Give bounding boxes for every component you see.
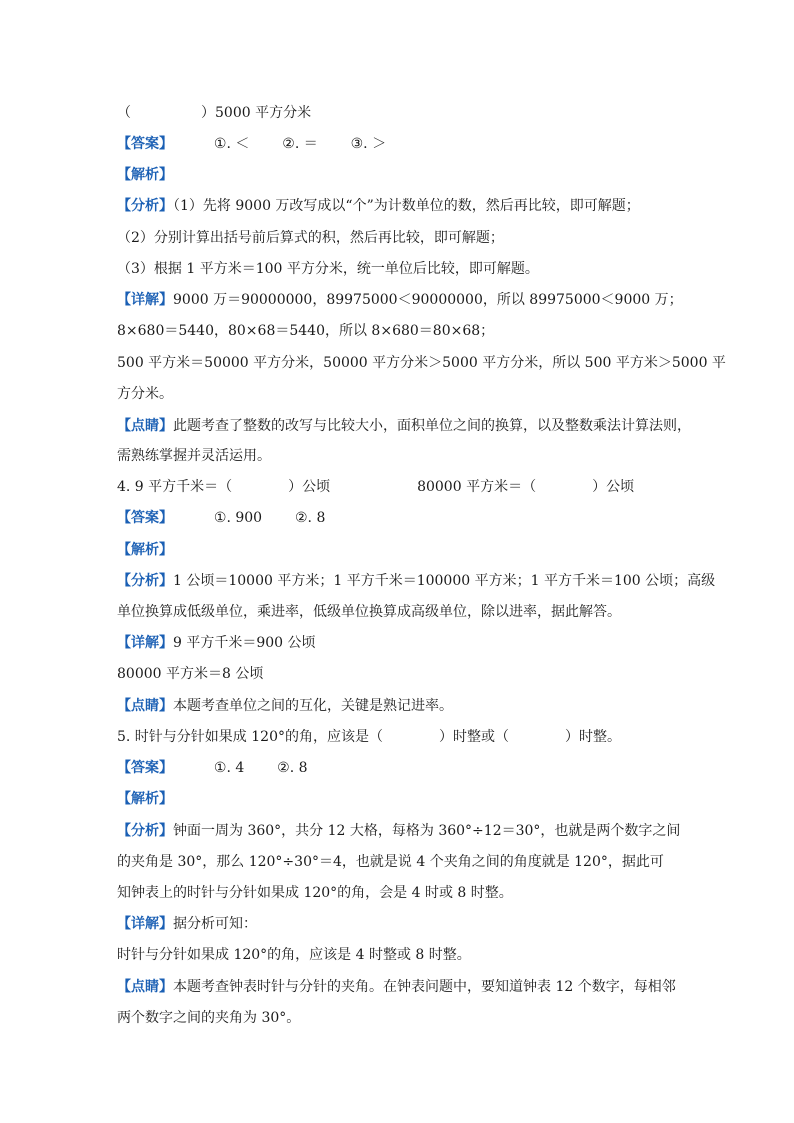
explanation-label: 【分析】 xyxy=(117,573,173,589)
question-blank-line xyxy=(117,103,677,123)
analysis-heading xyxy=(117,165,677,185)
line-text: 两个数字之间的夹角为 30°。 xyxy=(117,1010,301,1026)
answer-item: ③. ＞ xyxy=(350,136,387,152)
comment-line xyxy=(117,416,691,436)
analysis-label: 【解析】 xyxy=(117,542,173,558)
comment-label: 【点睛】 xyxy=(117,698,173,714)
line-text: （3）根据 1 平方米＝100 平方分米，统一单位后比较，即可解题。 xyxy=(117,261,539,277)
line-text: （1）先将 9000 万改写成以“个”为计数单位的数，然后再比较，即可解题； xyxy=(173,198,640,214)
analysis-label: 【解析】 xyxy=(117,791,173,807)
detail-line xyxy=(117,290,683,310)
line-text: 本题考查钟表时针与分针的夹角。在钟表问题中，要知道钟表 12 个数字，每相邻 xyxy=(173,979,676,995)
text-line xyxy=(117,1008,677,1028)
answer-item: ②. ＝ xyxy=(282,136,318,152)
detail-line xyxy=(117,914,677,934)
line-text: 钟面一周为 360°，共分 12 大格，每格为 360°÷12＝30°，也就是两个数字之间 xyxy=(173,823,681,839)
line-text: 9 平方千米＝900 公顷 xyxy=(173,635,316,651)
line-text: （ ）5000 平方分米 xyxy=(117,105,312,121)
text-line xyxy=(117,446,677,466)
line-text: 此题考查了整数的改写与比较大小，面积单位之间的换算，以及整数乘法计算法则， xyxy=(173,418,691,434)
line-text: 时针与分针如果成 120°的角，应该是 4 时整或 8 时整。 xyxy=(117,947,471,963)
answer-item: ②. 8 xyxy=(295,510,326,526)
text-line xyxy=(117,602,677,622)
line-text: 80000 平方米＝8 公顷 xyxy=(117,666,264,682)
answer-item: ①. 4 xyxy=(213,760,245,776)
line-text: 9000 万＝90000000，89975000＜90000000，所以 89975000＜9000 万； xyxy=(173,292,683,308)
line-text: 需熟练掌握并灵活运用。 xyxy=(117,448,271,464)
answer-label: 【答案】 xyxy=(117,136,173,152)
text-line xyxy=(117,384,677,404)
line-text: 单位换算成低级单位，乘进率，低级单位换算成高级单位，除以进率，据此解答。 xyxy=(117,604,621,620)
text-line xyxy=(117,945,677,965)
answer-line xyxy=(117,508,677,528)
answer-label: 【答案】 xyxy=(117,510,173,526)
line-text: 据分析可知： xyxy=(173,916,257,932)
detail-label: 【详解】 xyxy=(117,916,173,932)
comment-line xyxy=(117,977,677,997)
explanation-line xyxy=(117,196,677,216)
analysis-label: 【解析】 xyxy=(117,167,173,183)
analysis-heading xyxy=(117,789,677,809)
answer-line xyxy=(117,134,677,154)
line-text: 500 平方米＝50000 平方分米，50000 平方分米＞5000 平方分米，所以 500 平方米＞5000 平 xyxy=(117,355,726,371)
comment-label: 【点睛】 xyxy=(117,418,173,434)
detail-label: 【详解】 xyxy=(117,635,173,651)
comment-label: 【点睛】 xyxy=(117,979,173,995)
line-text: 1 公顷＝10000 平方米；1 平方千米＝100000 平方米；1 平方千米＝100 公顷；高级 xyxy=(173,573,716,589)
text-line xyxy=(117,664,677,684)
answer-line xyxy=(117,758,677,778)
line-text: 5. 时针与分针如果成 120°的角，应该是（ ）时整或（ ）时整。 xyxy=(117,729,621,745)
question-4 xyxy=(117,477,677,497)
answer-item: ①. 900 xyxy=(213,510,263,526)
line-text: 8×680＝5440，80×68＝5440，所以 8×680＝80×68； xyxy=(117,323,495,339)
text-line xyxy=(117,353,726,373)
question-part: 80000 平方米＝（ ）公顷 xyxy=(417,479,635,495)
line-text: （2）分别计算出括号前后算式的积，然后再比较，即可解题； xyxy=(117,230,504,246)
answer-item: ①. ＜ xyxy=(213,136,250,152)
answer-item: ②. 8 xyxy=(277,760,308,776)
explanation-line xyxy=(117,821,681,841)
line-text: 的夹角是 30°，那么 120°÷30°＝4，也就是说 4 个夹角之间的角度就是 120°，据此可 xyxy=(117,854,664,870)
explanation-label: 【分析】 xyxy=(117,198,173,214)
answer-label: 【答案】 xyxy=(117,760,173,776)
line-text: 知钟表上的时针与分针如果成 120°的角，会是 4 时或 8 时整。 xyxy=(117,885,513,901)
question-part: 4. 9 平方千米＝（ ）公顷 xyxy=(117,479,331,495)
line-text: 本题考查单位之间的互化，关键是熟记进率。 xyxy=(173,698,453,714)
question-5 xyxy=(117,727,677,747)
detail-line xyxy=(117,633,677,653)
explanation-line xyxy=(117,571,716,591)
text-line xyxy=(117,259,677,279)
explanation-label: 【分析】 xyxy=(117,823,173,839)
text-line xyxy=(117,852,677,872)
detail-label: 【详解】 xyxy=(117,292,173,308)
line-text: 方分米。 xyxy=(117,386,173,402)
analysis-heading xyxy=(117,540,677,560)
comment-line xyxy=(117,696,677,716)
text-line xyxy=(117,228,677,248)
text-line xyxy=(117,321,677,341)
text-line xyxy=(117,883,677,903)
